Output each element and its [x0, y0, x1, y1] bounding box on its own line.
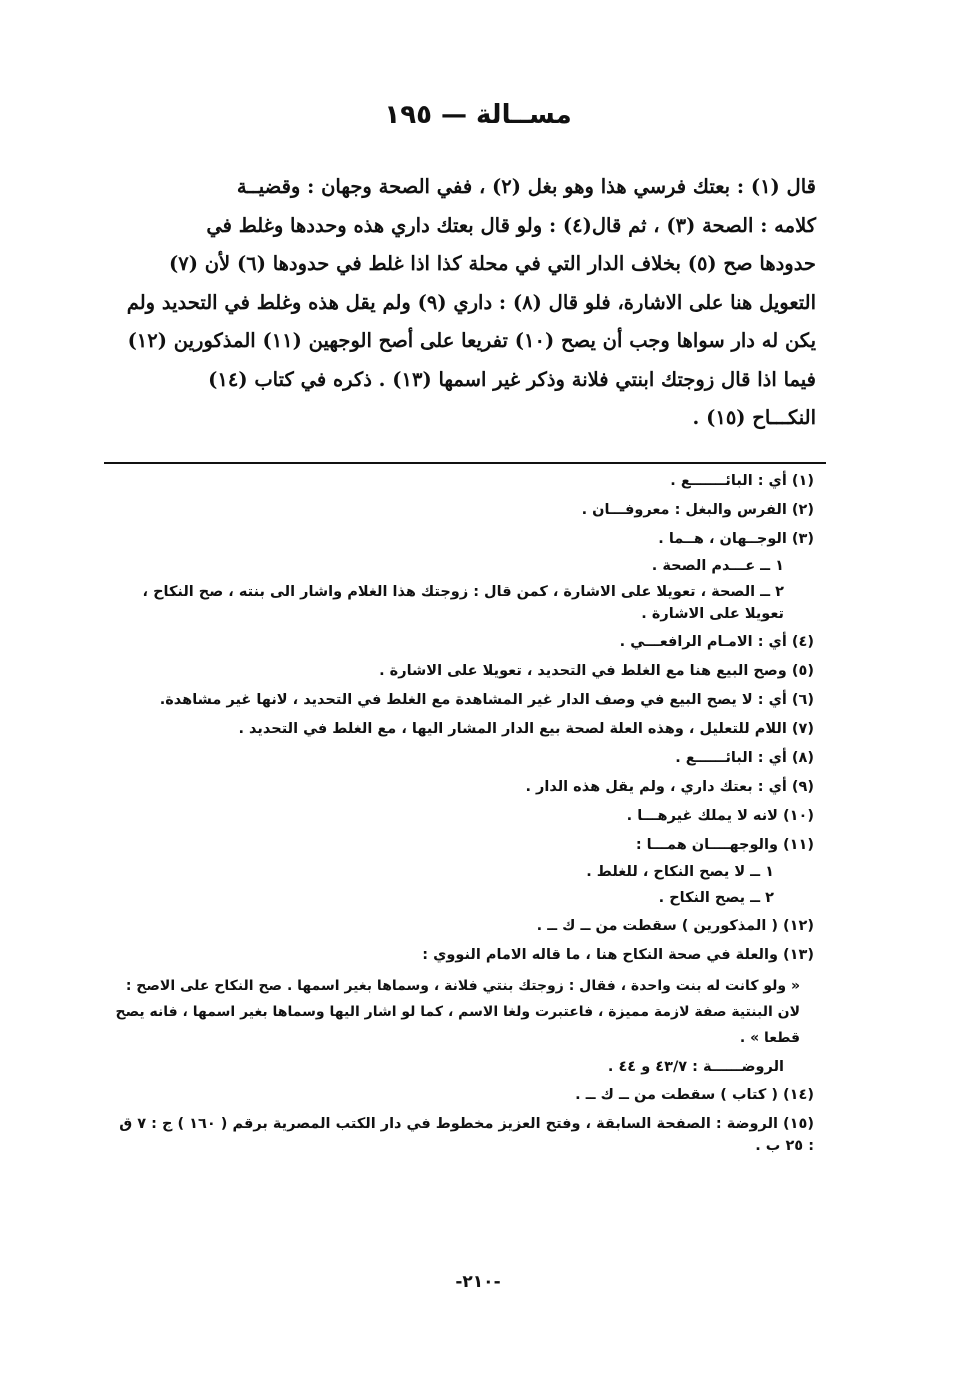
- main-text-line: التعويل هنا على الاشارة، فلو قال (٨) : داري (٩) ولم يقل هذه وغلط في التحديد ولم: [126, 290, 816, 314]
- footnote: (٢) الفرس والبغل : معروفـــان .: [581, 502, 814, 518]
- footnote: (٥) وصح البيع هنا مع الغلط في التحديد ، تعويلا على الاشارة .: [379, 663, 814, 679]
- main-text: [104, 168, 816, 438]
- footnote: (٨) أي : البائــــــع .: [675, 750, 814, 766]
- footnotes: [110, 466, 814, 1160]
- footnote: (١٤) ( كتاب ) سقطت من ــ ك ــ .: [575, 1087, 814, 1103]
- footnote-subitem: ١ ــ لا يصح النكاح ، للغلط .: [586, 864, 774, 880]
- footnote: (٦) أي : لا يصح البيع في وصف الدار غير المشاهدة مع الغلط في التحديد ، لانها غير مشاهدة.: [159, 692, 814, 708]
- footnote: (٧) اللام للتعليل ، وهذه العلة لصحة بيع الدار المشار اليها ، مع الغلط في التحديد .: [238, 721, 814, 737]
- page-heading: مســالة — ١٩٥: [384, 100, 572, 130]
- footnote: (١٠) لانه لا يملك غيرهـــا .: [626, 808, 814, 824]
- footnote-separator: [104, 462, 826, 464]
- main-text-line: يكن له دار سواها وجب أن يصح (١٠) تفريعا على أصح الوجهين (١١) المذكورين (١٢): [127, 329, 816, 352]
- main-text-line: حدودها صح (٥) بخلاف الدار التي في محلة كذا اذا غلط في حدودها (٦) لأن (٧): [169, 252, 816, 275]
- footnote: (١) أي : البائـــــــع .: [670, 473, 814, 489]
- footnote: (٣) الوجــهان ، هــما .: [658, 531, 814, 547]
- footnote: (٤) أي : الامـام الرافعـــي .: [619, 634, 814, 650]
- footnote-subitem: ٢ ــ الصحة ، تعويلا على الاشارة ، كمن قال : زوجتك هذا الغلام واشار الى بنته ، صح النكاح ، تعويلا على الاشارة .: [142, 584, 784, 622]
- footnote: (١١) والوجهــــان همـــا :: [635, 837, 814, 853]
- footnote: (١٣) والعلة في صحة النكاح هنا ، ما قاله الامام النووي :: [422, 947, 814, 963]
- footnote-subitem: الروضــــــة : ٤٣/٧ و ٤٤ .: [607, 1059, 784, 1075]
- footnote: (٩) أي : بعتك داري ، ولم يقل هذه الدار .: [525, 779, 814, 795]
- main-text-line: فيما اذا قال زوجتك ابنتي فلانة وذكر غير اسمها (١٣) . ذكره في كتاب (١٤): [208, 367, 816, 391]
- main-text-line: قال (١) : بعتك فرسي هذا وهو بغل (٢) ، ففي الصحة وجهان : وقضيــة: [236, 175, 816, 198]
- footnote: (١٢) ( المذكورين ) سقطت من ــ ك ــ .: [536, 918, 814, 934]
- page-number: -٢١٠-: [455, 1272, 501, 1292]
- footnote: (١٥) الروضة : الصفحة السابقة ، وفتح العزيز مخطوط في دار الكتب المصرية برقم ( ١٦٠ ) ج : ٧ ق : ٢٥ ب .: [119, 1116, 814, 1154]
- footnote-subitem: ٢ ــ يصح النكاح .: [658, 890, 774, 906]
- main-text-line: النكـــاح (١٥) .: [692, 406, 816, 429]
- footnote-subitem: ١ ــ عـــدم الصحة .: [651, 558, 784, 574]
- main-text-line: كلامه : الصحة (٣) ، ثم قال(٤) : ولو قال بعتك داري هذه وحددها وغلط في: [206, 213, 816, 237]
- footnote-quote: « ولو كانت له بنت واحدة ، فقال : زوجتك بنتي فلانة ، وسماها بغير اسمها . صح النكاح على الاصح : لان البنتية صفة لازمة مميزة ، فاعتبرت ولغا الاسم ، كما لو اشار اليها وسماها بغير اسمها ، فانه يصح قطعا » .: [115, 978, 800, 1046]
